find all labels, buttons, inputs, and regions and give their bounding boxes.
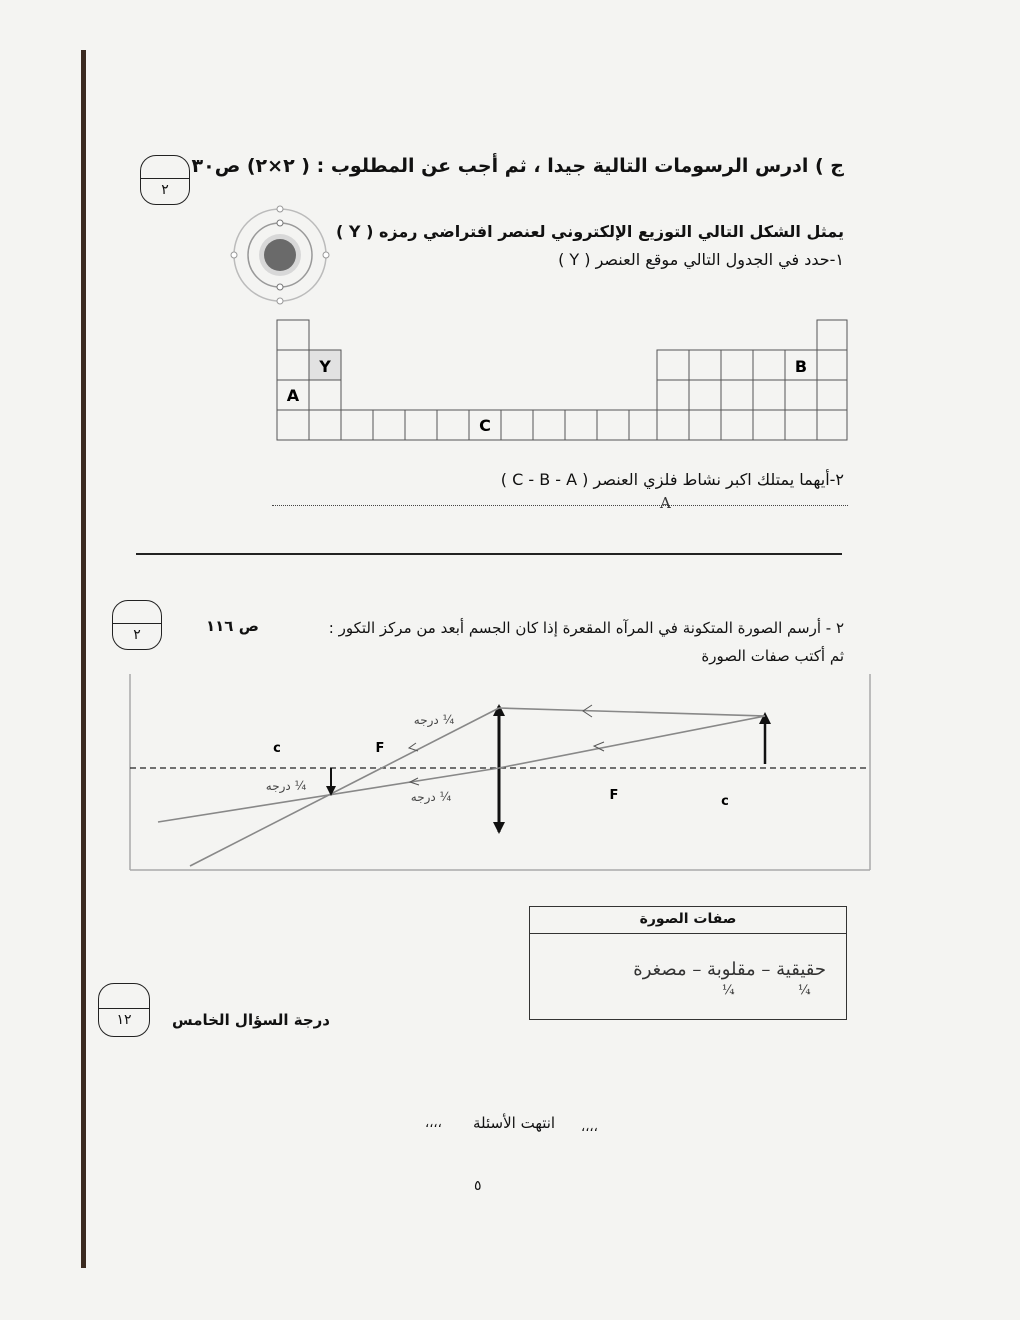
score-box-section-2 bbox=[112, 600, 162, 650]
footer-dots-right: ،،،، bbox=[581, 1120, 598, 1135]
electron bbox=[277, 220, 283, 226]
page-number: ٥ bbox=[474, 1178, 482, 1194]
grade-note-top: ¼ درجه bbox=[413, 713, 455, 727]
cell-label-b: B bbox=[794, 357, 808, 376]
electron bbox=[277, 284, 283, 290]
question-2: ٢-أيهما يمتلك اكبر نشاط فلزي العنصر ( C - B - A ) bbox=[500, 470, 844, 489]
mirror-question-line-2: ثم أكتب صفات الصورة bbox=[701, 647, 844, 665]
grade-note-image: ¼ درجه bbox=[265, 779, 307, 793]
score-value: ١٢ bbox=[116, 1012, 132, 1028]
score-value: ٢ bbox=[133, 627, 141, 643]
binding-edge bbox=[81, 50, 86, 1268]
atom-diagram bbox=[230, 205, 330, 305]
question-total-label: درجة السؤال الخامس bbox=[172, 1011, 330, 1029]
page-reference: ص ١١٦ bbox=[206, 617, 259, 635]
score-box-section-c bbox=[140, 155, 190, 205]
electron bbox=[323, 252, 329, 258]
section-c-intro: يمثل الشكل التالي التوزيع الإلكتروني لعنصر افتراضي رمزه ( Y ) bbox=[336, 222, 844, 241]
ray-diagram bbox=[128, 672, 873, 872]
mirror-question: ٢ - أرسم الصورة المتكونة في المرآه المقعرة إذا كان الجسم أبعد من مركز التكور : bbox=[328, 619, 844, 637]
properties-title: صفات الصورة bbox=[530, 907, 846, 934]
score-value: ٢ bbox=[161, 182, 169, 198]
reflected-ray-through-focus bbox=[190, 708, 499, 866]
section-c-heading: ج ) ادرس الرسومات التالية جيدا ، ثم أجب عن المطلوب : ( ٢×٢) ص٣٠ bbox=[191, 155, 844, 177]
footer-dots-left: ،،،، bbox=[425, 1116, 442, 1131]
answer-q2: A bbox=[660, 494, 671, 512]
properties-answer: حقيقية – مقلوبة – مصغرة bbox=[633, 959, 826, 980]
electron bbox=[231, 252, 237, 258]
electron bbox=[277, 206, 283, 212]
periodic-table bbox=[275, 318, 850, 444]
answer-line bbox=[272, 505, 848, 506]
properties-mark: ¼ bbox=[798, 983, 811, 998]
label-f-right: F bbox=[609, 788, 619, 803]
end-of-questions: انتهت الأسئلة bbox=[473, 1114, 556, 1132]
image-properties-box bbox=[529, 906, 847, 1020]
grade-note-axis: ¼ درجه bbox=[410, 790, 452, 804]
properties-mark: ¼ bbox=[722, 983, 735, 998]
cell-label-y: Y bbox=[319, 357, 331, 376]
incident-ray-parallel bbox=[499, 708, 765, 716]
cell-label-c: C bbox=[479, 416, 491, 435]
label-f-left: F bbox=[375, 741, 385, 756]
cell-label-a: A bbox=[286, 386, 300, 405]
score-box-total bbox=[98, 983, 150, 1037]
incident-ray-to-pole bbox=[499, 716, 765, 768]
electron bbox=[277, 298, 283, 304]
nucleus bbox=[264, 239, 296, 271]
label-c-right: c bbox=[721, 794, 729, 809]
section-divider bbox=[136, 553, 842, 555]
label-c-left: c bbox=[273, 741, 281, 756]
question-1: ١-حدد في الجدول التالي موقع العنصر ( Y ) bbox=[558, 250, 844, 269]
